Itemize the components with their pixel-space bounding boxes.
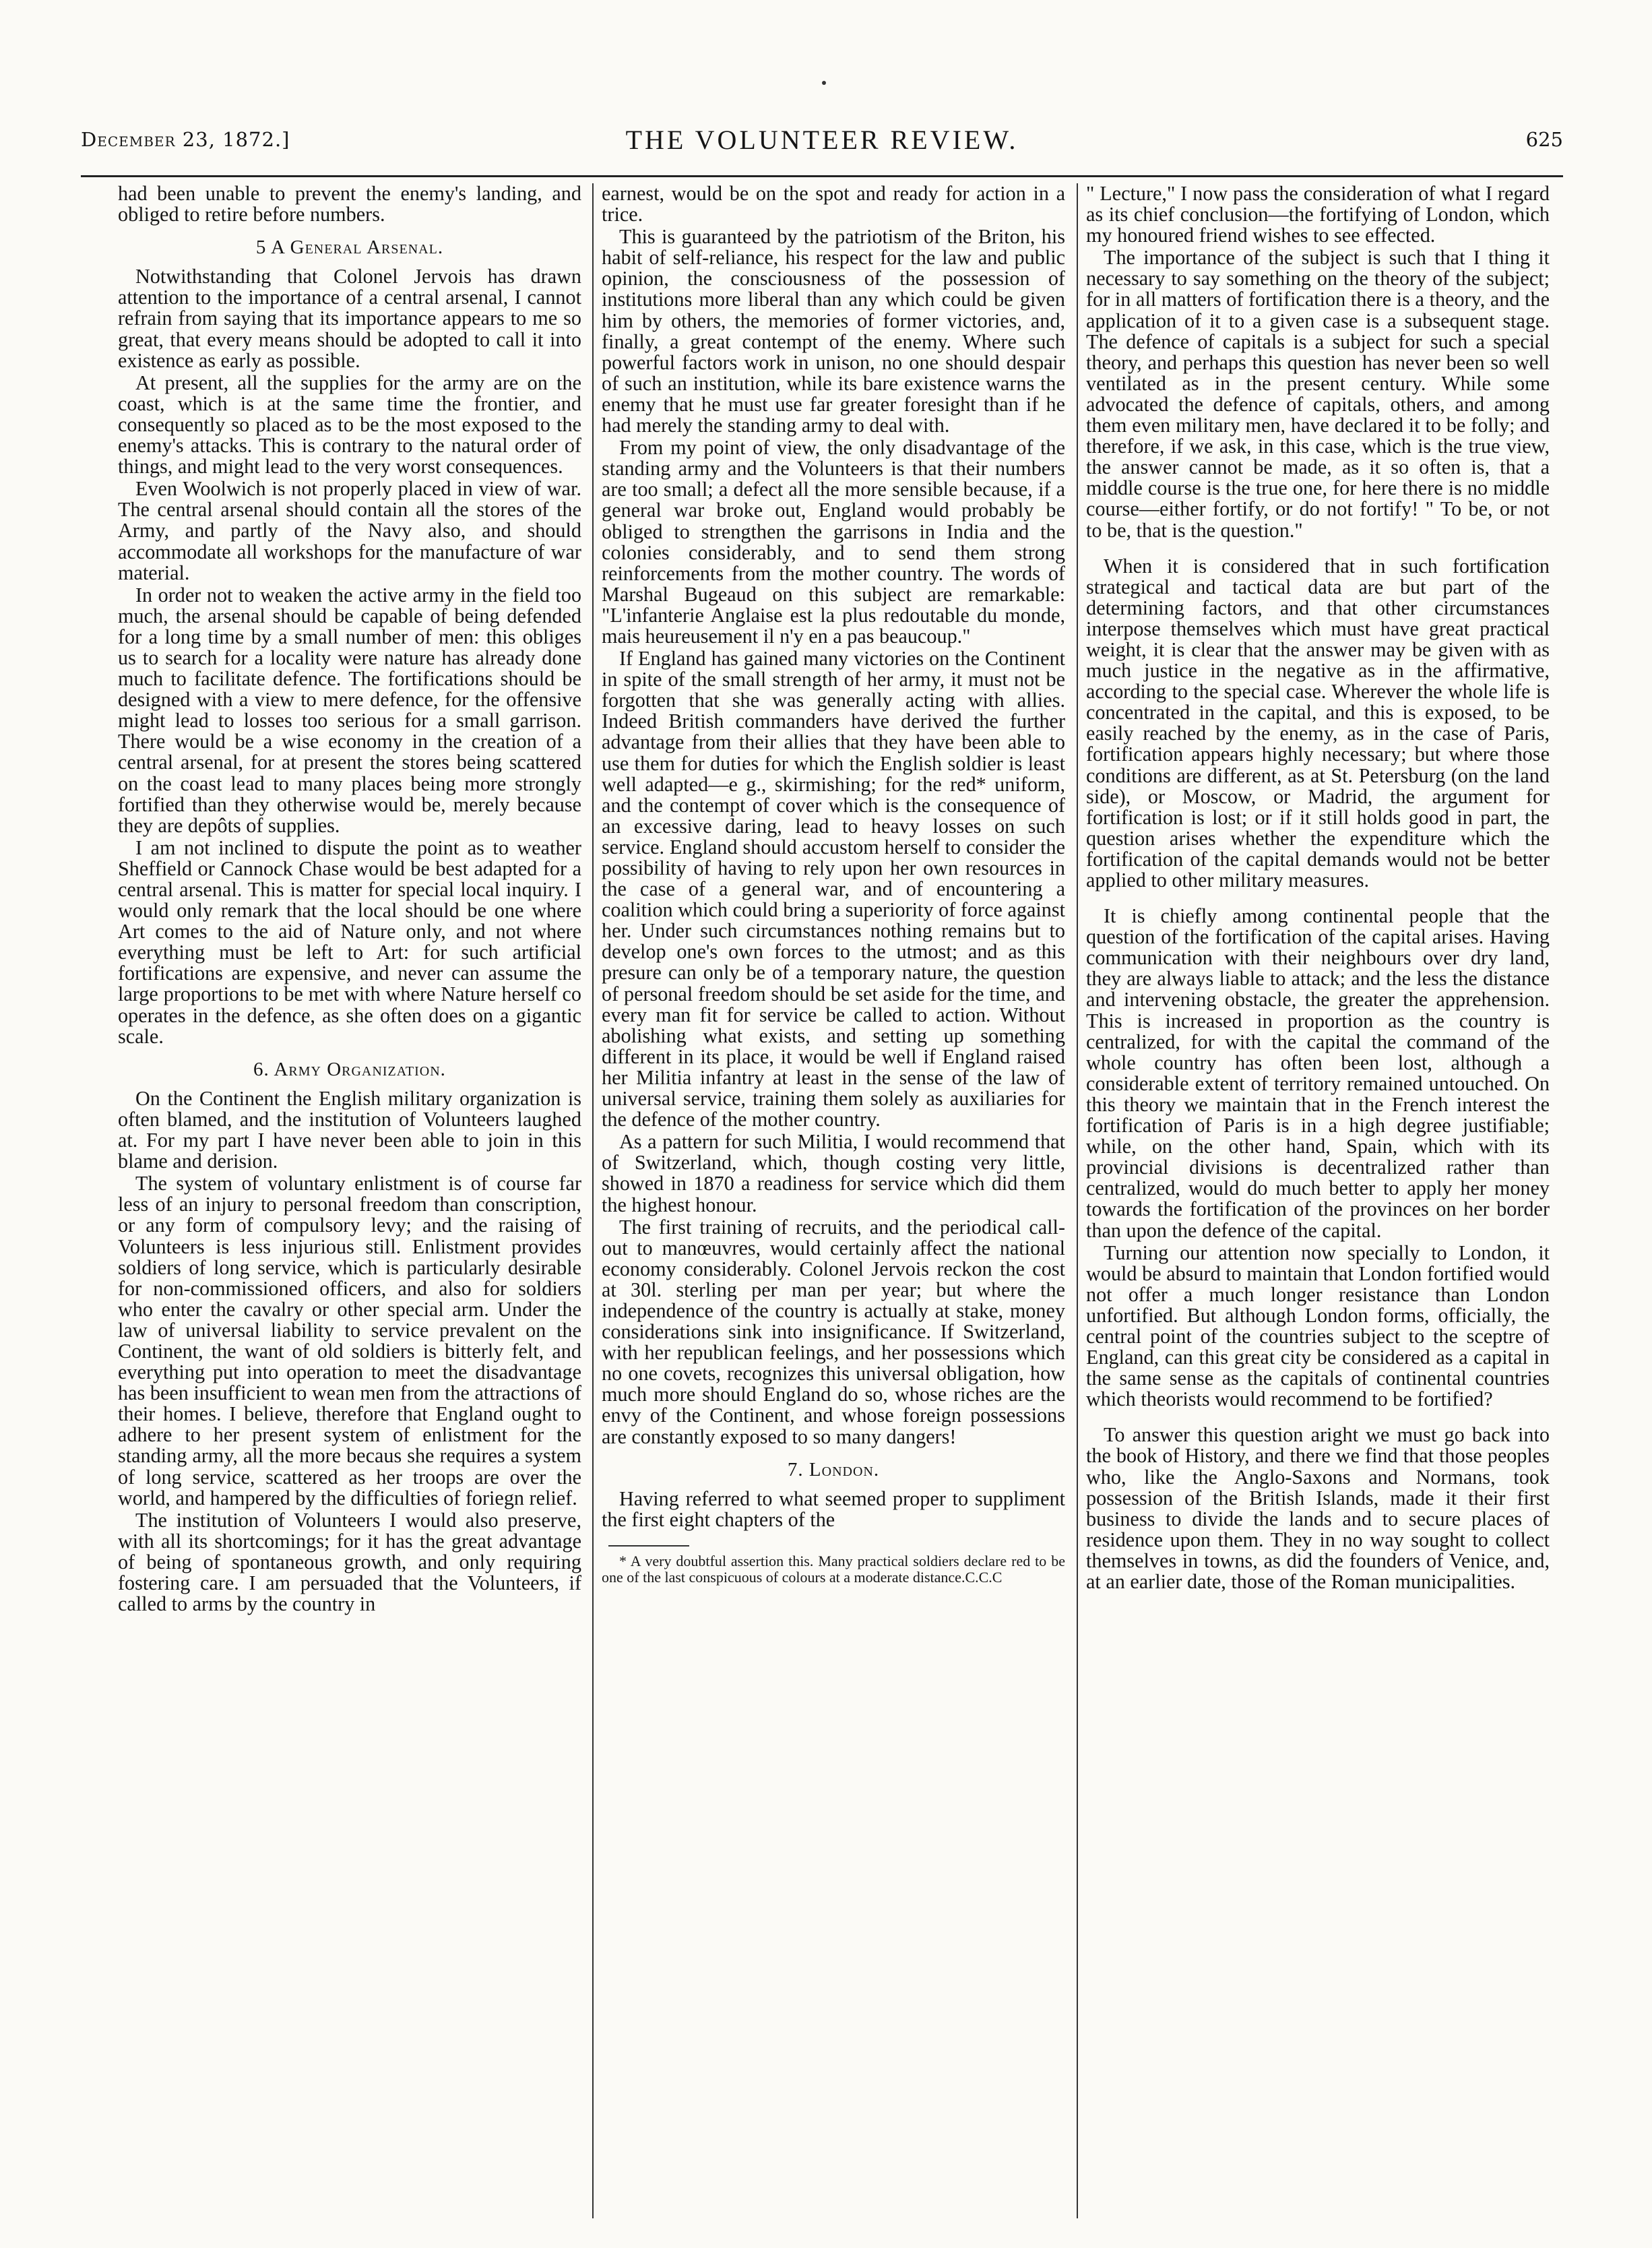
section-heading: 5 A General Arsenal. <box>255 237 444 259</box>
header-date: December 23, 1872.] <box>81 128 290 151</box>
paragraph: The system of voluntary enlistment is of course far less of an injury to personal freedom than conscription, or any form of compulsory levy; and the raising of Volunteers is less injurious still. Enlistment provides soldiers of long service, which is particularly desirable for non-commissioned officers, and also for soldiers who enter the cavalry or other special arm. Under the law of universal liability to service prevalent on the Continent, the want of old soldiers is bitterly felt, and everything put into operation to meet the disadvantage has been insufficient to wean men from the attractions of their homes. I believe, therefore that England ought to adhere to her present system of enlistment for the standing army, all the more becaus she requires a system of long service, scattered as her troops are over the world, and hampered by the difficulties of foriegn relief. <box>118 1172 581 1509</box>
printing-speck <box>822 81 826 85</box>
paragraph: This is guaranteed by the patriotism of the Briton, his habit of self-reliance, his respect for the law and public opinion, the consciousness of the possession of institutions more liberal than any which could be given him by others, the memories of former victories, and, finally, a great contempt of the enemy. Where such powerful factors work in unison, no one should despair of such an institution, while its bare existence warns the enemy that he must use far greater foresight than if he had merely the standing army to deal with. <box>602 225 1065 437</box>
paragraph: When it is considered that in such fortification strategical and tactical data are but part of the determining factors, and that other circumstances interpose themselves which must have great practical weight, it is clear that the answer may be given with as much justice in the negative as in the affirmative, according to the special case. Wherever the whole life is concentrated in the capital, and this is exposed, to be easily reached by the enemy, as in the case of Paris, fortification appears highly necessary; but where those conditions are different, as at St. Petersburg (on the land side), or Moscow, or Madrid, the argument for fortification is lost; or if it still holds good in part, the question arises whether the expenditure which the fortification of the capital demands would not be better applied to other military measures. <box>1086 554 1550 892</box>
column-2 <box>602 183 1065 2218</box>
paragraph: had been unable to prevent the enemy's landing, and obliged to retire before numbers. <box>118 183 581 226</box>
paragraph: On the Continent the English military organization is often blamed, and the institution of Volunteers laughed at. For my part I have never been able to join in this blame and derision. <box>118 1086 581 1173</box>
paragraph: If England has gained many victories on the Continent in spite of the small strength of her army, it must not be forgotten that she was generally acting with allies. Indeed British commanders have derived the further advantage from their allies that they have been able to use them for duties for which the English soldier is least well adapted—e g., skirmishing; for the red* uniform, and the contempt of cover which is the consequence of an excessive daring, lead to heavy losses on such service. England should accustom herself to consider the possibility of having to rely upon her own resources in the case of a general war, and of encountering a coalition which could bring a superiority of force against her. Under such circumstances nothing remains but to develop one's own forces to the utmost; and as this presure can only be of a temporary nature, the question of personal freedom should be set aside for the time, and every man fit for service be called to action. Without abolishing what exists, and setting up something different in its place, it would be well if England raised her Militia infantry at least in the sense of the law of universal service, training them solely as auxiliaries for the defence of the mother country. <box>602 647 1065 1131</box>
column-rule-left <box>592 183 594 2218</box>
header-title: THE VOLUNTEER REVIEW. <box>625 125 1019 155</box>
paragraph: Turning our attention now specially to London, it would be absurd to maintain that London fortified would not offer a much longer resistance than London unfortified. But although London forms, officially, the central point of the countries subject to the sceptre of England, can this great city be considered as a capital in the same sense as the capitals of continental countries which theorists would recommend to be fortified? <box>1086 1241 1550 1411</box>
paragraph: earnest, would be on the spot and ready for action in a trice. <box>602 183 1065 226</box>
paragraph: To answer this question aright we must go back into the book of History, and there we find that those peoples who, like the Anglo-Saxons and Normans, took possession of the British Islands, made it their first business to divide the lands and to secure places of residence upon them. They in no way sought to collect themselves in towns, as did the founders of Venice, and, at an earlier date, those of the Roman municipalities. <box>1086 1423 1550 1593</box>
footnote: * A very doubtful assertion this. Many practical soldiers declare red to be one of the last conspicuous of colours at a moderate distance.C.C.C <box>602 1552 1065 1586</box>
paragraph: Even Woolwich is not properly placed in view of war. The central arsenal should contain all the stores of the Army, and partly of the Navy also, and should accommodate all workshops for the manufacture of war material. <box>118 477 581 584</box>
paragraph: It is chiefly among continental people that the question of the fortification of the capital arises. Having communication with their neighbours over dry land, they are always liable to attack; and the less the distance and intervening obstacle, the greater the apprehension. This is increased in proportion as the country is centralized, for with the capital the command of the whole country has often been lost, although a considerable extent of territory remained untouched. On this theory we maintain that in the French interest the fortification of Paris is in a high degree justifiable; while, on the other hand, Spain, which with its provincial divisions is decentralized rather than centralized, would do much better to apply her money towards the fortification of the provinces on her border than upon the defence of the capital. <box>1086 904 1550 1242</box>
paragraph: Having referred to what seemed proper to suppliment the first eight chapters of the <box>602 1487 1065 1531</box>
paragraph: The importance of the subject is such that I thing it necessary to say something on the theory of the subject; for in all matters of fortification there is a theory, and the application of it to a given case is a subsequent stage. The defence of capitals is a subject for such a special theory, and perhaps this question has never been so well ventilated as in the present century. While some advocated the defence of capitals, others, and among them even military men, have declared it to be folly; and therefore, if we ask, in this case, which is the true view, the answer cannot be made, as it so often is, that a middle course is the true one, for here there is no middle course—either fortify, or do not fortify! " To be, or not to be, that is the question." <box>1086 246 1550 542</box>
paragraph: Notwithstanding that Colonel Jervois has drawn attention to the importance of a central arsenal, I cannot refrain from saying that its importance appears to me so great, that every means should be adopted to call it into existence as early as possible. <box>118 265 581 372</box>
section-heading: 6. Army Organization. <box>253 1058 446 1080</box>
page-header <box>81 125 1563 177</box>
paragraph: " Lecture," I now pass the consideration of what I regard as its chief conclusion—the fortifying of London, which my honoured friend wishes to see effected. <box>1086 183 1550 247</box>
section-heading: 7. London. <box>787 1458 880 1480</box>
paragraph: At present, all the supplies for the army are on the coast, which is at the same time the frontier, and consequently so placed as to be the most exposed to the enemy's attacks. This is contrary to the natural order of things, and might lead to the very worst consequences. <box>118 371 581 478</box>
column-3 <box>1086 183 1550 2218</box>
column-1 <box>118 183 581 2218</box>
paragraph: From my point of view, the only disadvantage of the standing army and the Volunteers is that their numbers are too small; a defect all the more sensible because, if a general war broke out, England would probably be obliged to strengthen the garrisons in India and the colonies considerably, and to send them strong reinforcements from the mother country. The words of Marshal Bugeaud on this subject are remarkable: "L'infanterie Anglaise est la plus redoutable du monde, mais heureusement il n'y en a pas beaucoup." <box>602 436 1065 648</box>
paragraph: The institution of Volunteers I would also preserve, with all its shortcomings; for it has the great advantage of being of spontaneous growth, and only requiring fostering care. I am persuaded that the Volunteers, if called to arms by the country in <box>118 1508 581 1616</box>
column-rule-right <box>1077 183 1078 2218</box>
paragraph: In order not to weaken the active army in the field too much, the arsenal should be capable of being defended for a long time by a small number of men: this obliges us to search for a locality were nature has already done much to facilitate defence. The fortifications should be designed with a view to mere defence, for the offensive might lead to losses too serious for a small garrison. There would be a wise economy in the creation of a central arsenal, for at present the stores being scattered on the coast lead to many places being more strongly fortified than they otherwise would be, merely because they are depôts of supplies. <box>118 583 581 837</box>
paragraph: I am not inclined to dispute the point as to weather Sheffield or Cannock Chase would be best adapted for a central arsenal. This is matter for special local inquiry. I would only remark that the local should be one where Art comes to the aid of Nature only, and not where everything must be left to Art: for such artificial fortifications are expensive, and never can assume the large proportions to be met with where Nature herself co operates in the defence, as she often does on a gigantic scale. <box>118 836 581 1048</box>
paragraph: The first training of recruits, and the periodical call-out to manœuvres, would certainly affect the national economy considerably. Colonel Jervois reckon the cost at 30l. sterling per man per year; but where the independence of the country is actually at stake, money considerations sink into insignificance. If Switzerland, with her republican feelings, and her possessions which no one covets, recognizes this universal obligation, how much more should England do so, whose riches are the envy of the Continent, and whose foreign possessions are constantly exposed to so many dangers! <box>602 1215 1065 1448</box>
header-page-number: 625 <box>1525 128 1563 151</box>
paragraph: As a pattern for such Militia, I would recommend that of Switzerland, which, though costing very little, showed in 1870 a readiness for service which did them the highest honour. <box>602 1130 1065 1216</box>
footnote-rule <box>608 1545 689 1547</box>
